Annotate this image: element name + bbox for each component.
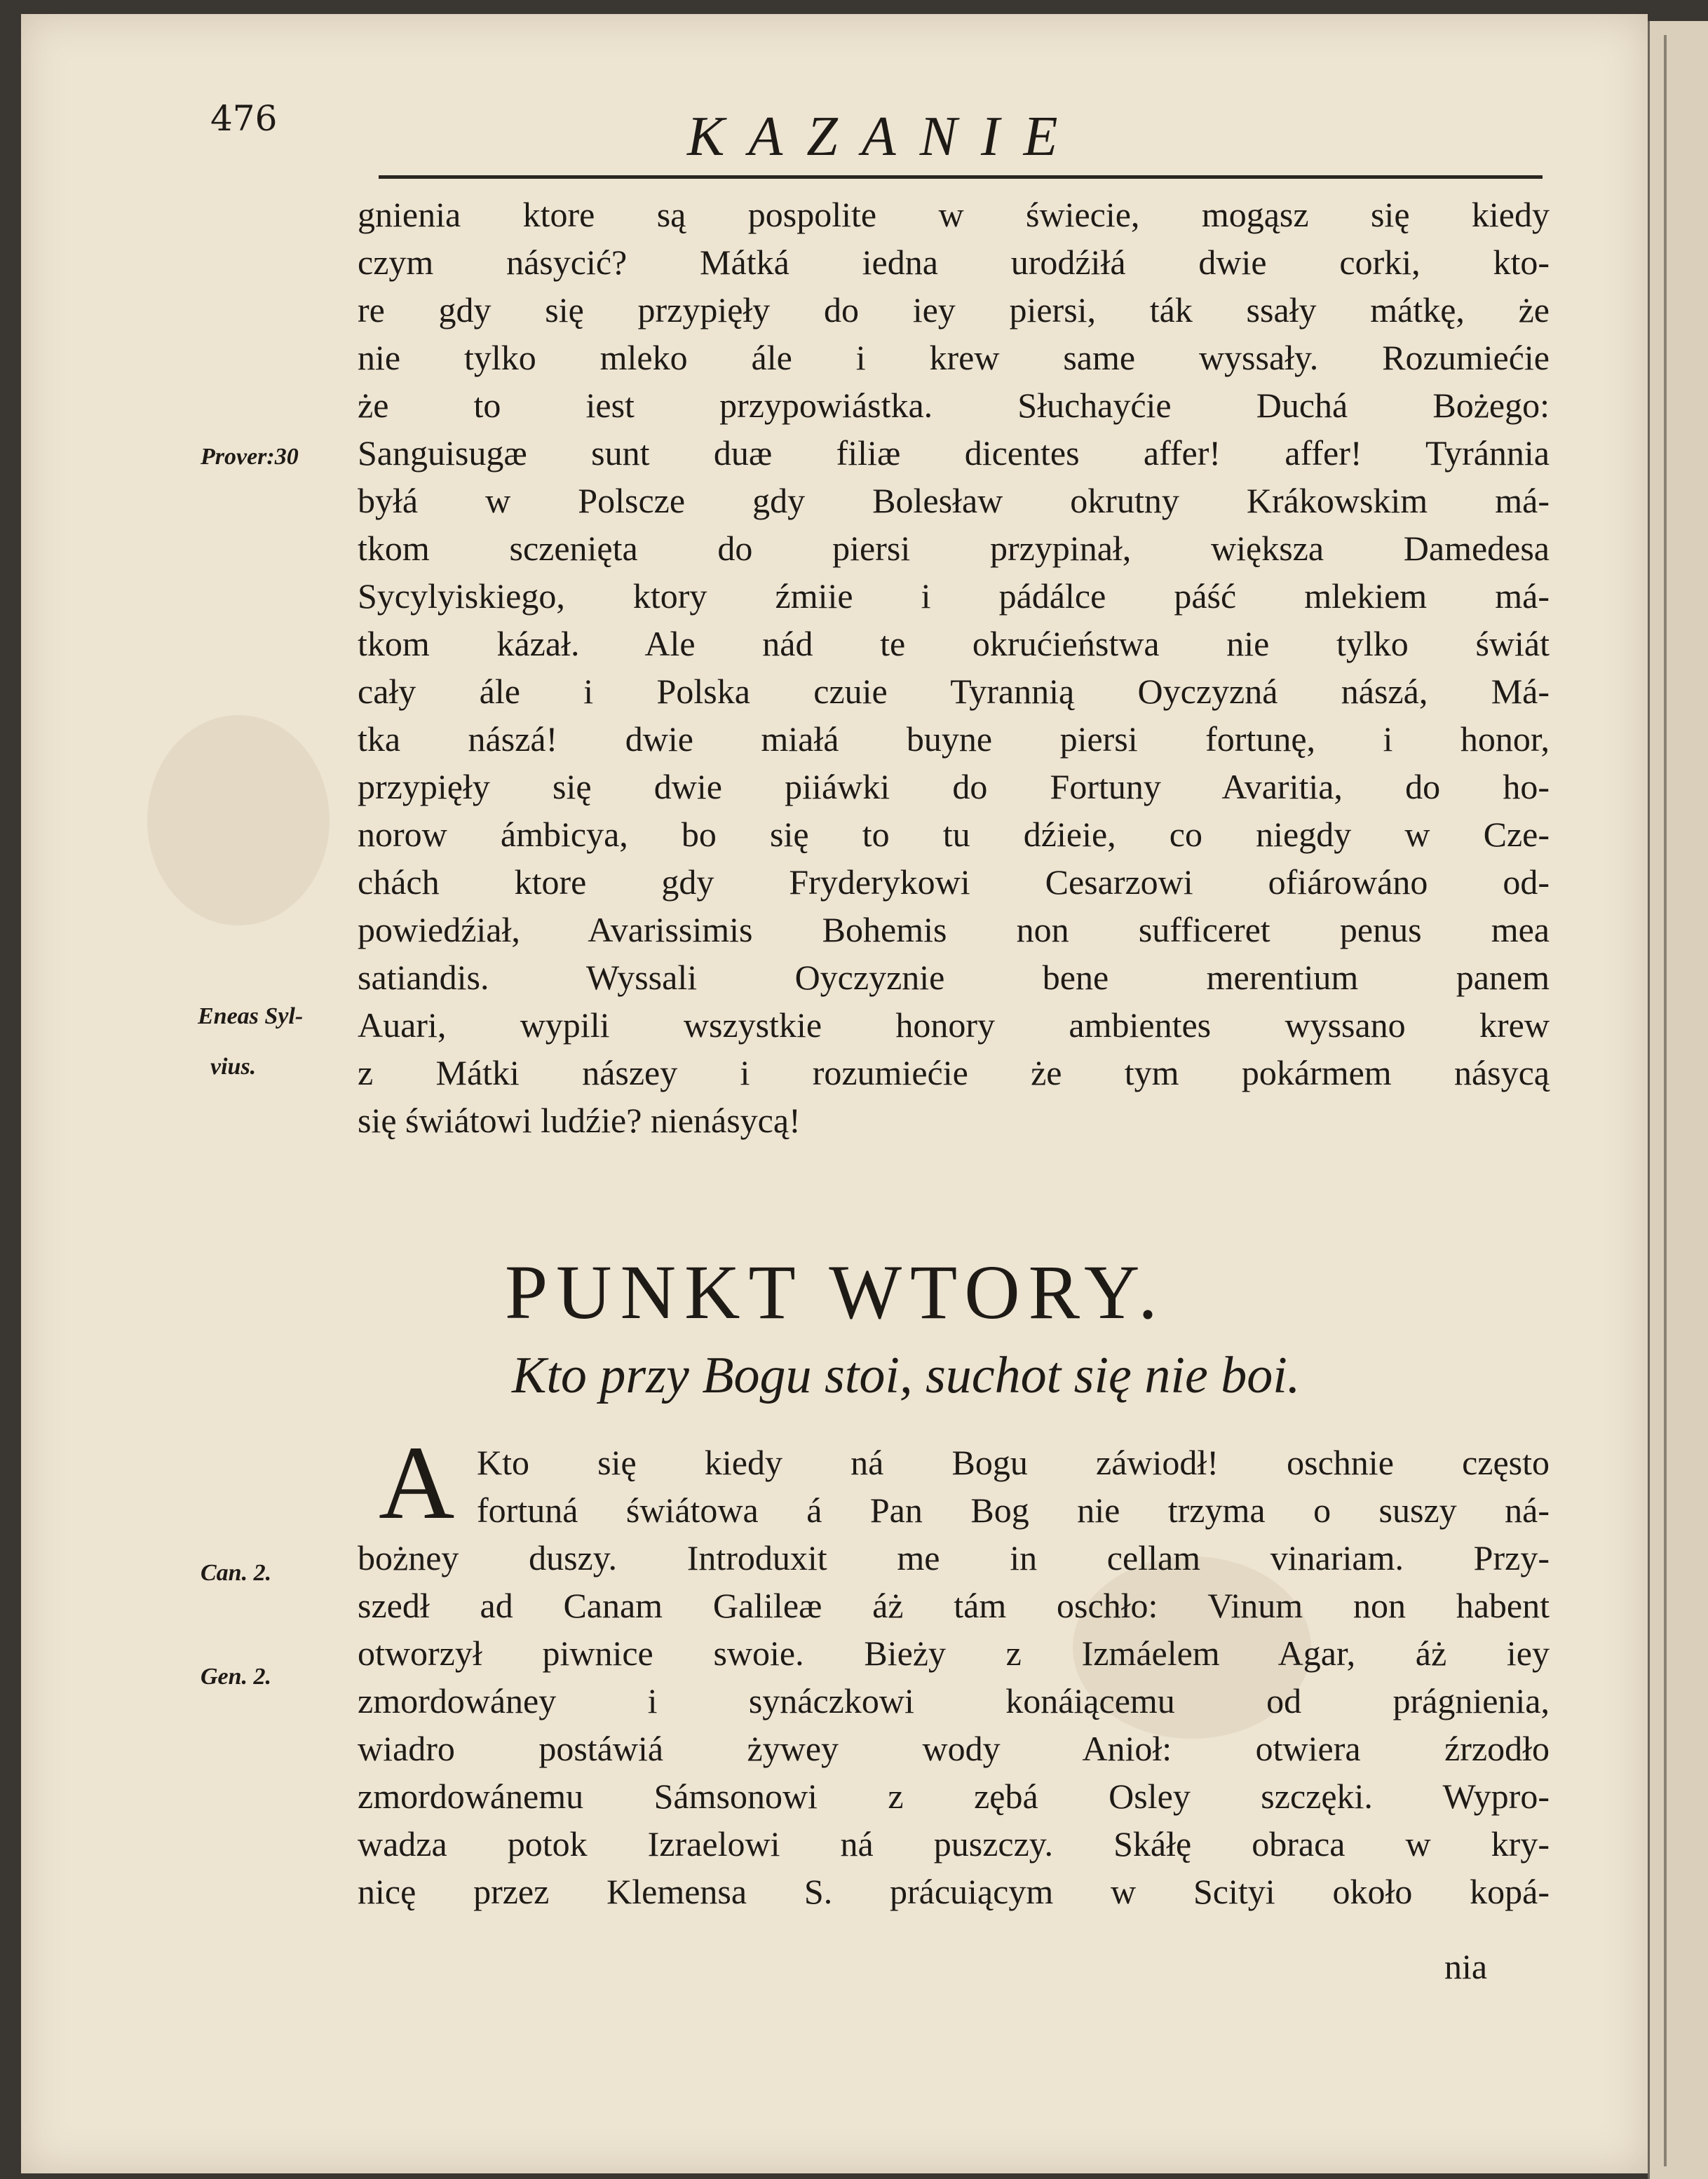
facing-page-edge (1648, 21, 1708, 2179)
text-line: czym násycić? Mátká iedna urodźiłá dwie corki, kto- (358, 243, 1550, 282)
catchword: nia (1444, 1947, 1488, 1986)
text-line: norow ámbicya, bo się to tu dźieie, co niegdy w Cze- (358, 815, 1550, 854)
text-line: nie tylko mleko ále i krew same wyssały. Rozumiećie (358, 338, 1550, 377)
text-line: tka nászá! dwie miałá buyne piersi fortunę, i honor, (358, 719, 1550, 759)
text-line: cały ále i Polska czuie Tyrannią Oyczyzná nászá, Má- (358, 672, 1550, 711)
text-line: re gdy się przypięły do iey piersi, ták ssały mátkę, że (358, 290, 1550, 330)
text-line: Sycylyiskiego, ktory źmiie i pádálce páść mlekiem má- (358, 576, 1550, 616)
paper-stain (147, 715, 330, 925)
margin-note: Eneas Syl- (198, 1003, 304, 1029)
text-line: satiandis. Wyssali Oyczyznie bene merentium panem (358, 958, 1550, 997)
text-line: gnienia ktore są pospolite w świecie, mogąsz się kiedy (358, 195, 1550, 234)
text-line: wadza potok Izraelowi ná puszczy. Skáłę obraca w kry- (358, 1824, 1550, 1864)
text-line: chách ktore gdy Fryderykowi Cesarzowi ofiárowáno od- (358, 862, 1550, 902)
paragraph-2 (358, 1534, 1550, 1915)
text-line: zmordowánemu Sámsonowi z zębá Osley szczęki. Wypro- (358, 1777, 1550, 1816)
page-number: 476 (210, 98, 278, 139)
paragraph-2-indented (477, 1439, 1550, 1534)
text-line: wiadro postáwiá żywey wody Anioł: otwiera źrzodło (358, 1729, 1550, 1768)
text-line: otworzył piwnice swoie. Bieży z Izmáelem Agar, áż iey (358, 1634, 1550, 1673)
text-line: przypięły się dwie piiáwki do Fortuny Avaritia, do ho- (358, 767, 1550, 806)
text-line: byłá w Polscze gdy Bolesław okrutny Krákowskim má- (358, 481, 1550, 520)
text-line: Sanguisugæ sunt duæ filiæ dicentes affer! affer! Tyránnia (358, 433, 1550, 473)
margin-note: Gen. 2. (201, 1664, 272, 1690)
text-line: bożney duszy. Introduxit me in cellam vinariam. Przy- (358, 1538, 1550, 1577)
text-line: tkom sczenięta do piersi przypinał, większa Damedesa (358, 529, 1550, 568)
margin-note: Can. 2. (201, 1560, 272, 1586)
margin-note: vius. (210, 1054, 257, 1080)
drop-cap: A (379, 1425, 455, 1541)
section-subtitle: Kto przy Bogu stoi, suchot się nie boi. (512, 1347, 1301, 1404)
text-line: z Mátki nászey i rozumiećie że tym pokármem násycą (358, 1053, 1550, 1092)
text-line: nicę przez Klemensa S. prácuiącym w Scityi około kopá- (358, 1872, 1550, 1911)
text-line: że to iest przypowiástka. Słuchayćie Duchá Bożego: (358, 386, 1550, 425)
margin-note: Prover:30 (201, 444, 299, 470)
text-line: powiedźiał, Avarissimis Bohemis non sufficeret penus mea (358, 910, 1550, 949)
text-line: Auari, wypili wszystkie honory ambientes wyssano krew (358, 1005, 1550, 1045)
running-head: KAZANIE (687, 106, 1082, 168)
text-line: tkom kázał. Ale nád te okrućieństwa nie tylko świát (358, 624, 1550, 663)
text-line: się świátowi ludźie? nienásycą! (358, 1101, 801, 1140)
paragraph-1 (358, 191, 1550, 1144)
text-line: szedł ad Canam Galileæ áż tám oschło: Vinum non habent (358, 1586, 1550, 1625)
section-title: PUNKT WTORY. (505, 1249, 1166, 1335)
text-line: Kto się kiedy ná Bogu záwiodł! oschnie często (477, 1443, 1550, 1482)
header-rule (379, 175, 1543, 179)
text-line: zmordowáney i synáczkowi konáiącemu od prágnienia, (358, 1681, 1550, 1720)
text-line: fortuná świátowa á Pan Bog nie trzyma o suszy ná- (477, 1491, 1550, 1530)
